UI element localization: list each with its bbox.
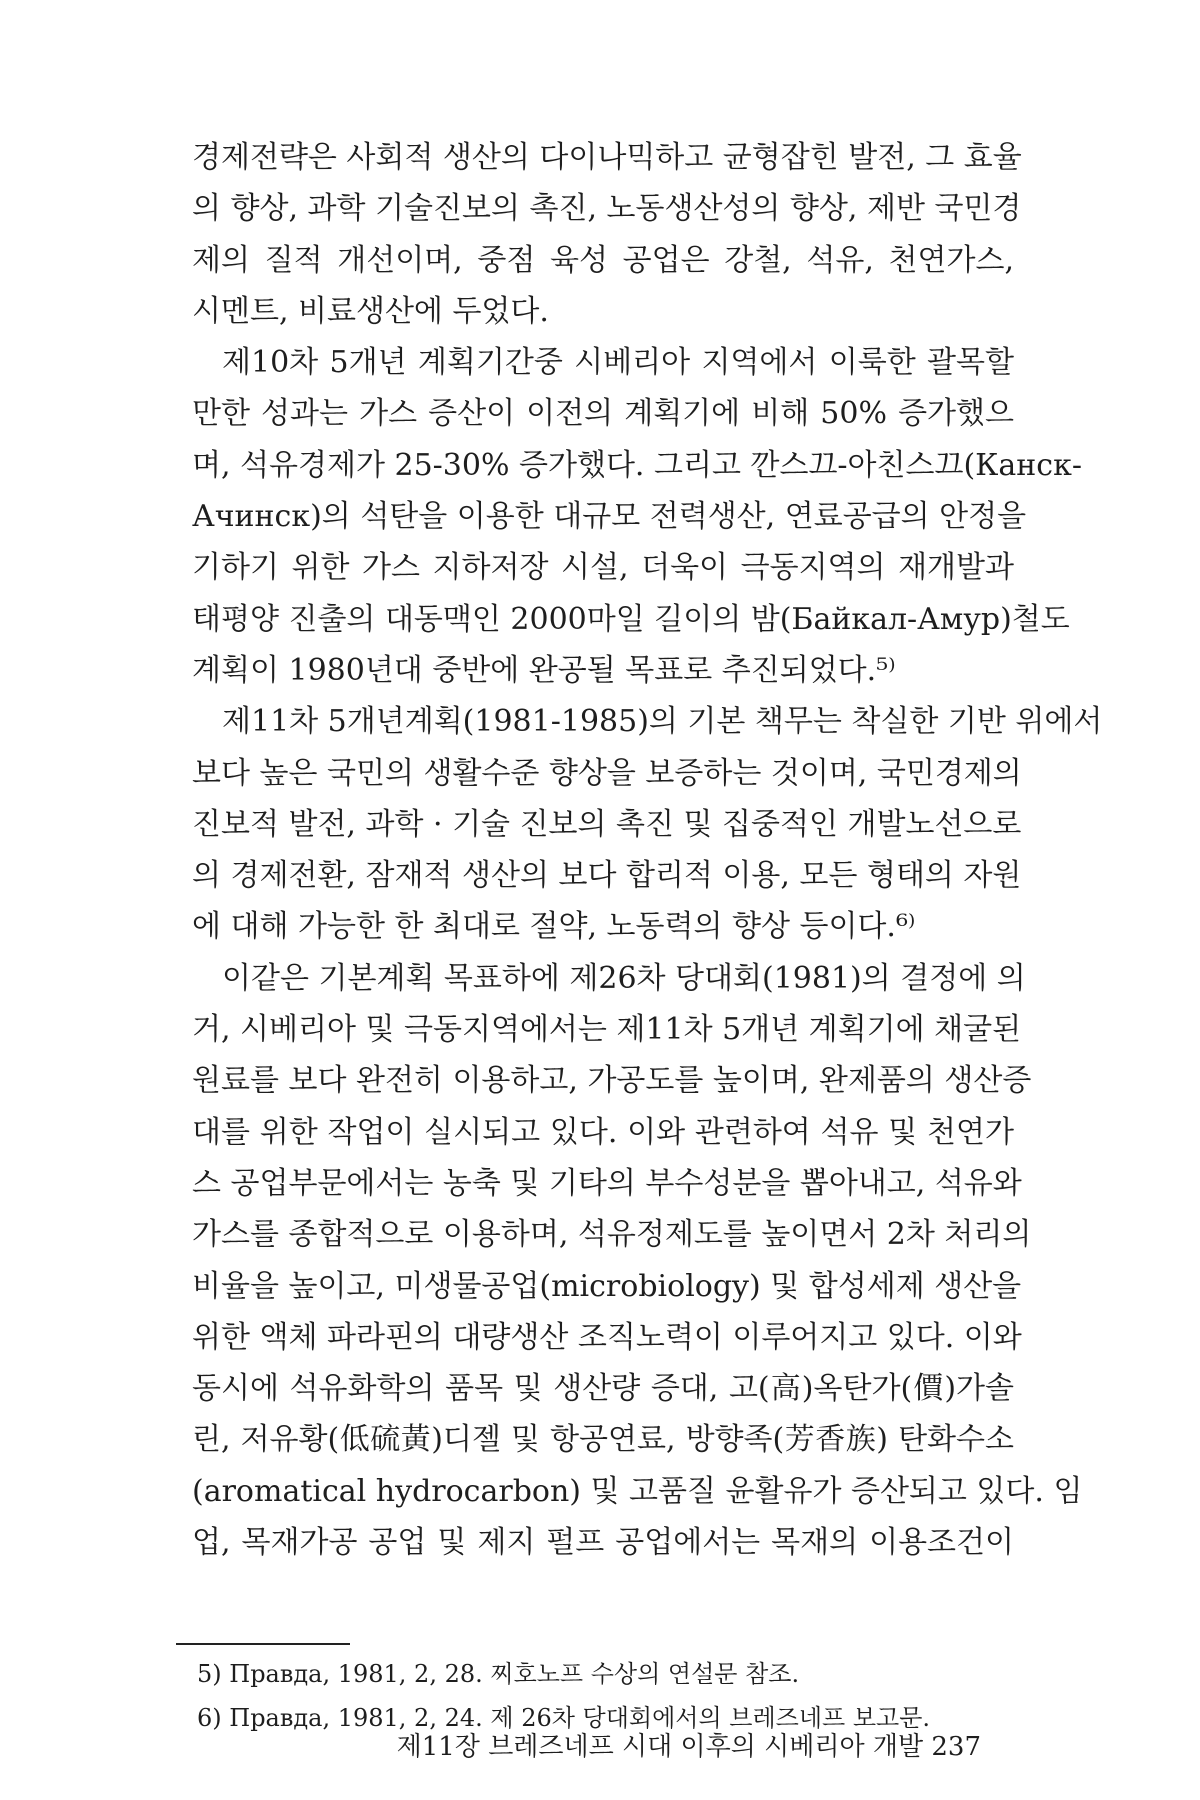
text-line: 가스를 종합적으로 이용하며, 석유정제도를 높이면서 2차 처리의 (192, 1217, 1032, 1253)
footnote-6: 6) Правда, 1981, 2, 24. 제 26차 당대회에서의 브레즈네프 보고문. (197, 1704, 931, 1732)
text-line: 비율을 높이고, 미생물공업(microbiology) 및 합성세제 생산을 (192, 1268, 1022, 1304)
text-line: (aromatical hydrocarbon) 및 고품질 윤활유가 증산되고 있다. 임 (192, 1473, 1083, 1509)
text-line: 의 향상, 과학 기술진보의 촉진, 노동생산성의 향상, 제반 국민경 (192, 191, 1022, 227)
text-line: 태평양 진출의 대동맥인 2000마일 길이의 밤(Байкал-Амур)철도 (192, 601, 1070, 637)
text-line: 기하기 위한 가스 지하저장 시설, 더욱이 극동지역의 재개발과 (192, 550, 1014, 586)
text-line: 경제전략은 사회적 생산의 다이나믹하고 균형잡힌 발전, 그 효율 (192, 140, 1022, 175)
text-line: 위한 액체 파라핀의 대량생산 조직노력이 이루어지고 있다. 이와 (192, 1319, 1022, 1355)
text-line: 업, 목재가공 공업 및 제지 펄프 공업에서는 목재의 이용조건이 (192, 1525, 1014, 1561)
text-line: 제10차 5개년 계획기간중 시베리아 지역에서 이룩한 괄목할 (222, 345, 1014, 381)
text-line: 며, 석유경제가 25-30% 증가했다. 그리고 깐스끄-아친스끄(Канск- (192, 447, 1082, 483)
text-line: 스 공업부문에서는 농축 및 기타의 부수성분을 뽑아내고, 석유와 (192, 1165, 1022, 1201)
text-line: 제의 질적 개선이며, 중점 육성 공업은 강철, 석유, 천연가스, (192, 242, 1014, 278)
text-line: 원료를 보다 완전히 이용하고, 가공도를 높이며, 완제품의 생산증 (192, 1063, 1032, 1099)
text-line: 만한 성과는 가스 증산이 이전의 계획기에 비해 50% 증가했으 (192, 396, 1014, 432)
footnote-divider (176, 1643, 350, 1645)
text-line: 시멘트, 비료생산에 두었다. (192, 293, 549, 329)
footnote-5: 5) Правда, 1981, 2, 28. 찌호노프 수상의 연설문 참조. (197, 1660, 800, 1688)
body-text (192, 132, 1103, 1568)
text-line: 거, 시베리아 및 극동지역에서는 제11차 5개년 계획기에 채굴된 (192, 1012, 1022, 1048)
running-footer: 제11장 브레즈네프 시대 이후의 시베리아 개발 237 (396, 1732, 981, 1762)
text-line: 동시에 석유화학의 품목 및 생산량 증대, 고(高)옥탄가(價)가솔 (192, 1371, 1014, 1407)
text-line: 의 경제전환, 잠재적 생산의 보다 합리적 이용, 모든 형태의 자원 (192, 858, 1022, 894)
text-line: Ачинск)의 석탄을 이용한 대규모 전력생산, 연료공급의 안정을 (192, 499, 1027, 535)
text-line: 에 대해 가능한 한 최대로 절약, 노동력의 향상 등이다.⁶⁾ (192, 909, 916, 945)
text-line: 계획이 1980년대 중반에 완공될 목표로 추진되었다.⁵⁾ (192, 652, 896, 688)
text-line: 린, 저유황(低硫黃)디젤 및 항공연료, 방향족(芳香族) 탄화수소 (192, 1422, 1014, 1458)
text-line: 이같은 기본계획 목표하에 제26차 당대회(1981)의 결정에 의 (222, 960, 1026, 996)
text-line: 대를 위한 작업이 실시되고 있다. 이와 관련하여 석유 및 천연가 (192, 1114, 1014, 1150)
text-line: 제11차 5개년계획(1981-1985)의 기본 책무는 착실한 기반 위에서 (222, 704, 1103, 740)
text-line: 진보적 발전, 과학 · 기술 진보의 촉진 및 집중적인 개발노선으로 (192, 806, 1022, 842)
text-line: 보다 높은 국민의 생활수준 향상을 보증하는 것이며, 국민경제의 (192, 755, 1022, 791)
